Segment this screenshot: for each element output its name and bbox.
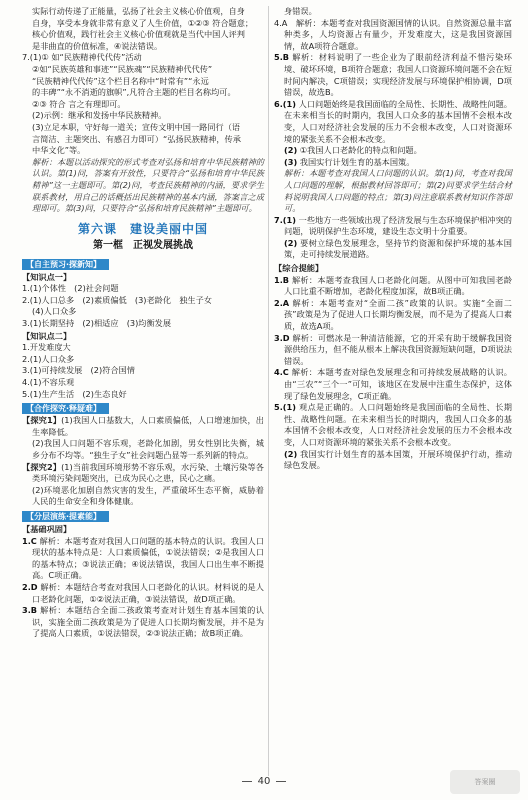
kp2-item: 5.(1)生产生活 (2)生态良好 [22,388,127,399]
answer-item [22,536,264,582]
answer-number: 5.(1) [274,402,296,413]
page-number [0,776,528,787]
explore-1-text-2: (2)我国人口问题不容乐观，老龄化加剧，男女性别比失衡，城乡分布不均等。“独生子女”社会问题凸显等一系列新的特点。 [32,438,264,460]
page-number-dash-right [276,781,286,782]
q7-line: ②③ 符合 言之有理即可。 [32,98,126,109]
kp2-item: 3.(1)可持续发展 (2)符合国情 [22,365,135,376]
explore-2-label: 【探究2】 [22,461,62,472]
kp1-item: (4)人口众多 [32,306,77,317]
basic-label: 【基础巩固】 [22,523,72,534]
q7-line: 言简洁、主题突出、有感召力即可）“弘扬民族精神，传承 [32,133,241,144]
explore-1 [22,415,264,438]
left-column [22,0,264,640]
answer-number: 2.D [22,581,38,592]
answer-item [274,157,512,169]
explore-2-text: (1)当前我国环境形势不容乐观，水污染、土壤污染等各类环境污染问题突出，已成为民心之患，民心之痛。 [32,461,264,484]
knowledge-point-1-label: 【知识点一】 [22,271,72,282]
q7-line: (3)立足本职，守好每一道关；宣传文明中国一路同行（语 [32,121,241,132]
answer-item [274,99,512,145]
q7-line: (2)示例：继承和发扬中华民族精神。 [32,110,167,121]
answer-text: 观点是正确的。人口问题始终是我国面临的全局性、长期性、战略性问题。在未来相当长的时期内，我国人口众多的基本国情不会根本改变，人口对经济社会发展的压力不会根本改变，人口对资源环境的紧张关系不会根本改变。 [284,402,512,447]
explore-2-text-2: (2)环境恶化加剧自然灾害的发生，严重破坏生态平衡，威胁着人民的生命安全和身体健康。 [32,484,264,507]
answer-text: 解析：材料说明了一些企业为了眼前经济利益不惜污染环境、破坏环境，B项符合题意；我国人口资源环境问题不会在短时间内解决，C项错误；实现经济发展与环境保护相协调，D项错误，故选B。 [284,52,512,98]
frame-title: 第一框 正视发展挑战 [93,239,193,251]
answer-number: 5.B [274,52,290,63]
kp2-item: 1.开发难度大 [22,342,71,353]
q7-line: ②如“民族英雄和事迹”“民族魂”“民族精神代代传” [32,63,213,74]
watermark-logo [450,770,520,794]
explore-1-label: 【探究1】 [22,415,62,426]
column-divider [268,6,269,776]
answer-number: 2.A [274,297,290,308]
answer-number: 4.C [274,367,289,378]
answer-item [274,275,512,298]
intro-line: 是非曲直的价值标准，④说法错误。 [32,40,163,51]
answer-text: 要树立绿色发展理念，坚持节约资源和保护环境的基本国策，走可持续发展道路。 [284,237,512,260]
kp1-item: 2.(1)人口总多 (2)素质偏低 (3)老龄化 独生子女 [22,294,212,305]
answer-text: 解析：本题考查对我国人口问题的基本特点的认识。我国人口现状的基本特点是：人口素质偏低，①说法错误；②是我国人口的基本特点；③说法正确；④说法错误，我国人口出生率不断提高。C项正确。 [32,535,264,581]
answer-item [274,449,512,472]
knowledge-point-2-label: 【知识点二】 [22,330,72,341]
section-band-cooperate: 【合作探究·释疑难】 [22,403,109,414]
kp2-item: 2.(1)人口众多 [22,353,75,364]
q7-line: 中华文化”等。 [32,145,86,156]
question-7 [22,52,264,214]
answer-number: (2) [284,448,298,459]
watermark-text: 答案圈 [474,778,496,786]
answer-number: (2) [284,237,298,248]
kp1-item: 3.(1)长期坚持 (2)相适应 (3)均衡发展 [22,318,172,329]
answer-item [274,238,512,261]
right-intro [274,6,512,52]
answer-text: 解析：可燃冰是一种清洁能源，它的开采有助于缓解我国资源供给压力，但不能从根本上解决我国资源短缺问题，D项说法错误。 [284,332,512,366]
comprehensive-label: 【综合提能】 [274,263,324,274]
kp2-item: 4.(1)不容乐观 [22,377,75,388]
intro-line: 自身，享受本身就非常有意义了人生价值，①②③ 符合题意； [32,17,254,28]
answer-number: 7.(1) [274,214,296,225]
right-intro-line: 4.A 解析：本题考查对我国资源国情的认识。自然资源总量丰富种类多，人均资源占有量少，开发难度大，这是我国资源国情，故A项符合题意。 [274,17,512,51]
answer-item [274,215,512,238]
section-band-practice: 【分层演练·提素能】 [22,511,109,522]
intro-line: 核心价值观，践行社会主义核心价值观就是当代中国人评判 [32,29,245,40]
q7-line: “民族精神代代传”这个栏目名称中“时常有”“永远 [32,75,209,86]
section-band-autonomous: 【自主预习·探新知】 [22,259,109,270]
q7-line: 的丰碑”“永不消逝的旗帜”,凡符合主题的栏目名称均可。 [32,87,236,98]
q7-explanation: 解析：本题以活动探究的形式考查对弘扬和培育中华民族精神的认识。第(1)问，答案有开放性，只要符合“弘扬和培育中华民族精神”这一主题即可。第(2)问，考查民族精神的内涵，要求学生联系教材，用自己的话概括出民族精神的基本内涵，答案言之成理即可。第(3)问，只要符合“弘扬和培育民族精神”主题即可。 [32,156,264,214]
answer-item [22,605,264,640]
right-intro-line: 身错误。 [284,6,317,16]
explore-1-text: (1)我国人口基数大，人口素质偏低，人口增速加快，出生率降低。 [32,415,264,437]
answer-text: 我国实行计划生育的基本国策，开展环境保护行动，推动绿色发展。 [284,448,512,471]
answer-item [274,298,512,333]
answer-explanation: 解析：本题考查对我国人口问题的认识。第(1)问，考查对我国人口问题的理解，根据教材回答即可；第(2)问要求学生结合材料说明我国人口问题的特点；第(3)问注意联系教材知识作答即可。 [284,168,512,214]
answer-number: (3) [284,156,298,167]
answer-number: 6.(1) [274,98,296,109]
answer-number: 1.B [274,274,290,285]
page-number-text: 40 [257,776,271,787]
answer-text: 解析：本题结合考查对我国人口老龄化的认识。材料说的是人口老龄化问题，①②说法正确，③说法错误，故D项正确。 [32,581,264,604]
kp1-item: 1.(1)个体性 (2)社会问题 [22,283,119,294]
answer-item [274,52,512,98]
answer-item [274,145,512,157]
page-number-dash-left [242,781,252,782]
answer-item [274,333,512,368]
answer-number: 3.D [274,332,290,343]
right-column [274,0,512,472]
answer-item [274,402,512,448]
answer-number: (2) [284,145,298,156]
answer-text: 我国实行计划生育的基本国策。 [299,156,415,167]
answer-number: 1.C [22,535,37,546]
answer-item [22,582,264,605]
explore-2 [22,462,264,485]
lesson-title: 第六课 建设美丽中国 [77,221,208,236]
answer-text: 解析：本题结合全面二孩政策考查对计划生育基本国策的认识，实施全面二孩政策是为了促进人口长期均衡发展，并不是为了提高人口素质，①说法错误，②③说法正确；故B项正确。 [32,605,264,639]
answer-text: 解析：本题考查对绿色发展理念和可持续发展战略的认识。由“三农”“三个一”可知，该地区在发展中注重生态保护，这体现了绿色发展理念，C项正确。 [284,367,512,401]
left-intro [22,6,264,52]
q7-line: 7.(1)① 如“民族精神代代传”活动 [22,52,142,63]
answer-text: 人口问题始终是我国面临的全局性、长期性、战略性问题。在未来相当长的时期内，我国人口众多的基本国情不会根本改变，人口对经济社会发展的压力不会根本改变，人口对资源环境的紧张关系不会根本改变。 [284,98,512,144]
answer-text: 一些地方一些领域出现了经济发展与生态环境保护相冲突的问题，说明保护生态环境，建设生态文明十分重要。 [284,214,512,237]
answer-text: ①我国人口老龄化的特点和问题。 [299,145,422,156]
intro-line: 实际行动传递了正能量，弘扬了社会主义核心价值观，自身 [32,6,245,16]
answer-text: 解析：本题考查对“全面二孩”政策的认识。实施“全面二孩”政策是为了促进人口长期均衡发展，而不是为了提高人口素质，故选A项。 [284,297,512,332]
answer-item [274,367,512,402]
answer-number: 3.B [22,605,38,616]
answer-text: 解析：本题考查我国人口老龄化问题。从图中可知我国老龄人口比重不断增加，老龄化程度加深，故B项正确。 [284,274,512,297]
